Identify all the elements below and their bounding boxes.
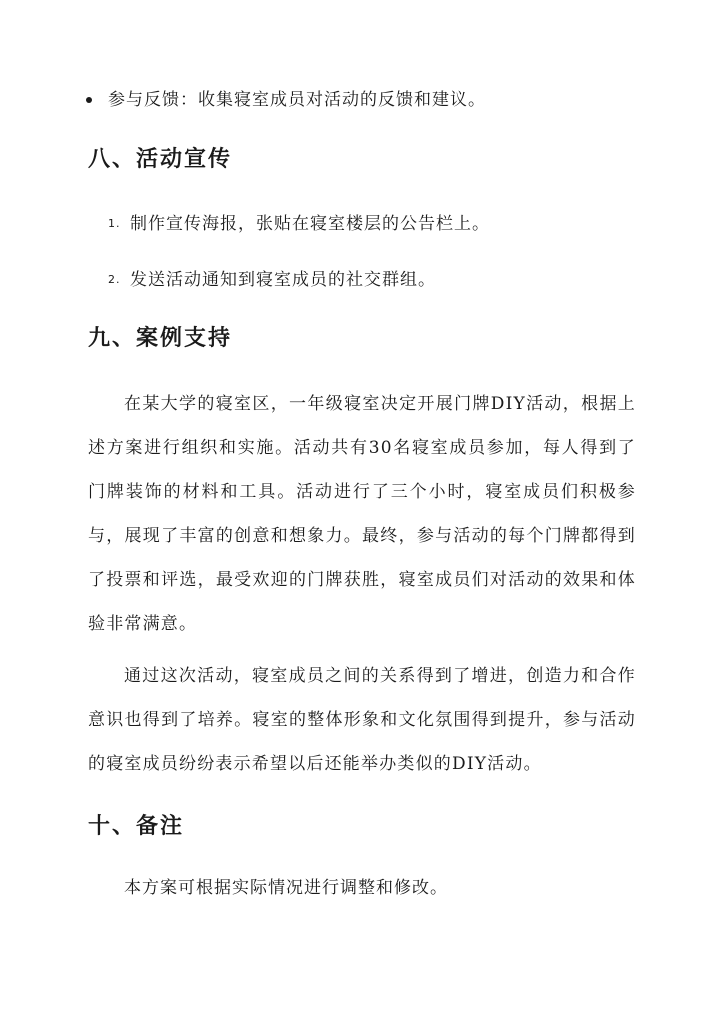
section-heading-notes: 十、备注 xyxy=(88,813,185,839)
item-text: 发送活动通知到寝室成员的社交群组。 xyxy=(130,270,436,290)
case-paragraph-2: 通过这次活动，寝室成员之间的关系得到了增进，创造力和合作意识也得到了培养。寝室的整体形象和文化氛围得到提升，参与活动的寝室成员纷纷表示希望以后还能举办类似的DIY活动。 xyxy=(88,666,636,774)
numbered-item-2 xyxy=(108,266,436,294)
item-number: 1. xyxy=(108,217,121,230)
bullet-dot-icon xyxy=(86,97,92,103)
item-number: 2. xyxy=(108,273,121,286)
section-heading-promotion: 八、活动宣传 xyxy=(88,146,233,172)
section-heading-case: 九、案例支持 xyxy=(88,325,233,351)
bullet-item-text: 参与反馈：收集寝室成员对活动的反馈和建议。 xyxy=(108,90,486,110)
item-text: 制作宣传海报，张贴在寝室楼层的公告栏上。 xyxy=(130,214,490,234)
case-paragraph-1: 在某大学的寝室区，一年级寝室决定开展门牌DIY活动，根据上述方案进行组织和实施。活动共有30名寝室成员参加，每人得到了门牌装饰的材料和工具。活动进行了三个小时，寝室成员们积极参与，展现了丰富的创意和想象力。最终，参与活动的每个门牌都得到了投票和评选，最受欢迎的门牌获胜，寝室成员们对活动的效果和体验非常满意。 xyxy=(88,394,636,634)
bullet-item-feedback xyxy=(108,86,486,114)
notes-text: 本方案可根据实际情况进行调整和修改。 xyxy=(124,878,448,898)
numbered-item-1 xyxy=(108,210,490,238)
